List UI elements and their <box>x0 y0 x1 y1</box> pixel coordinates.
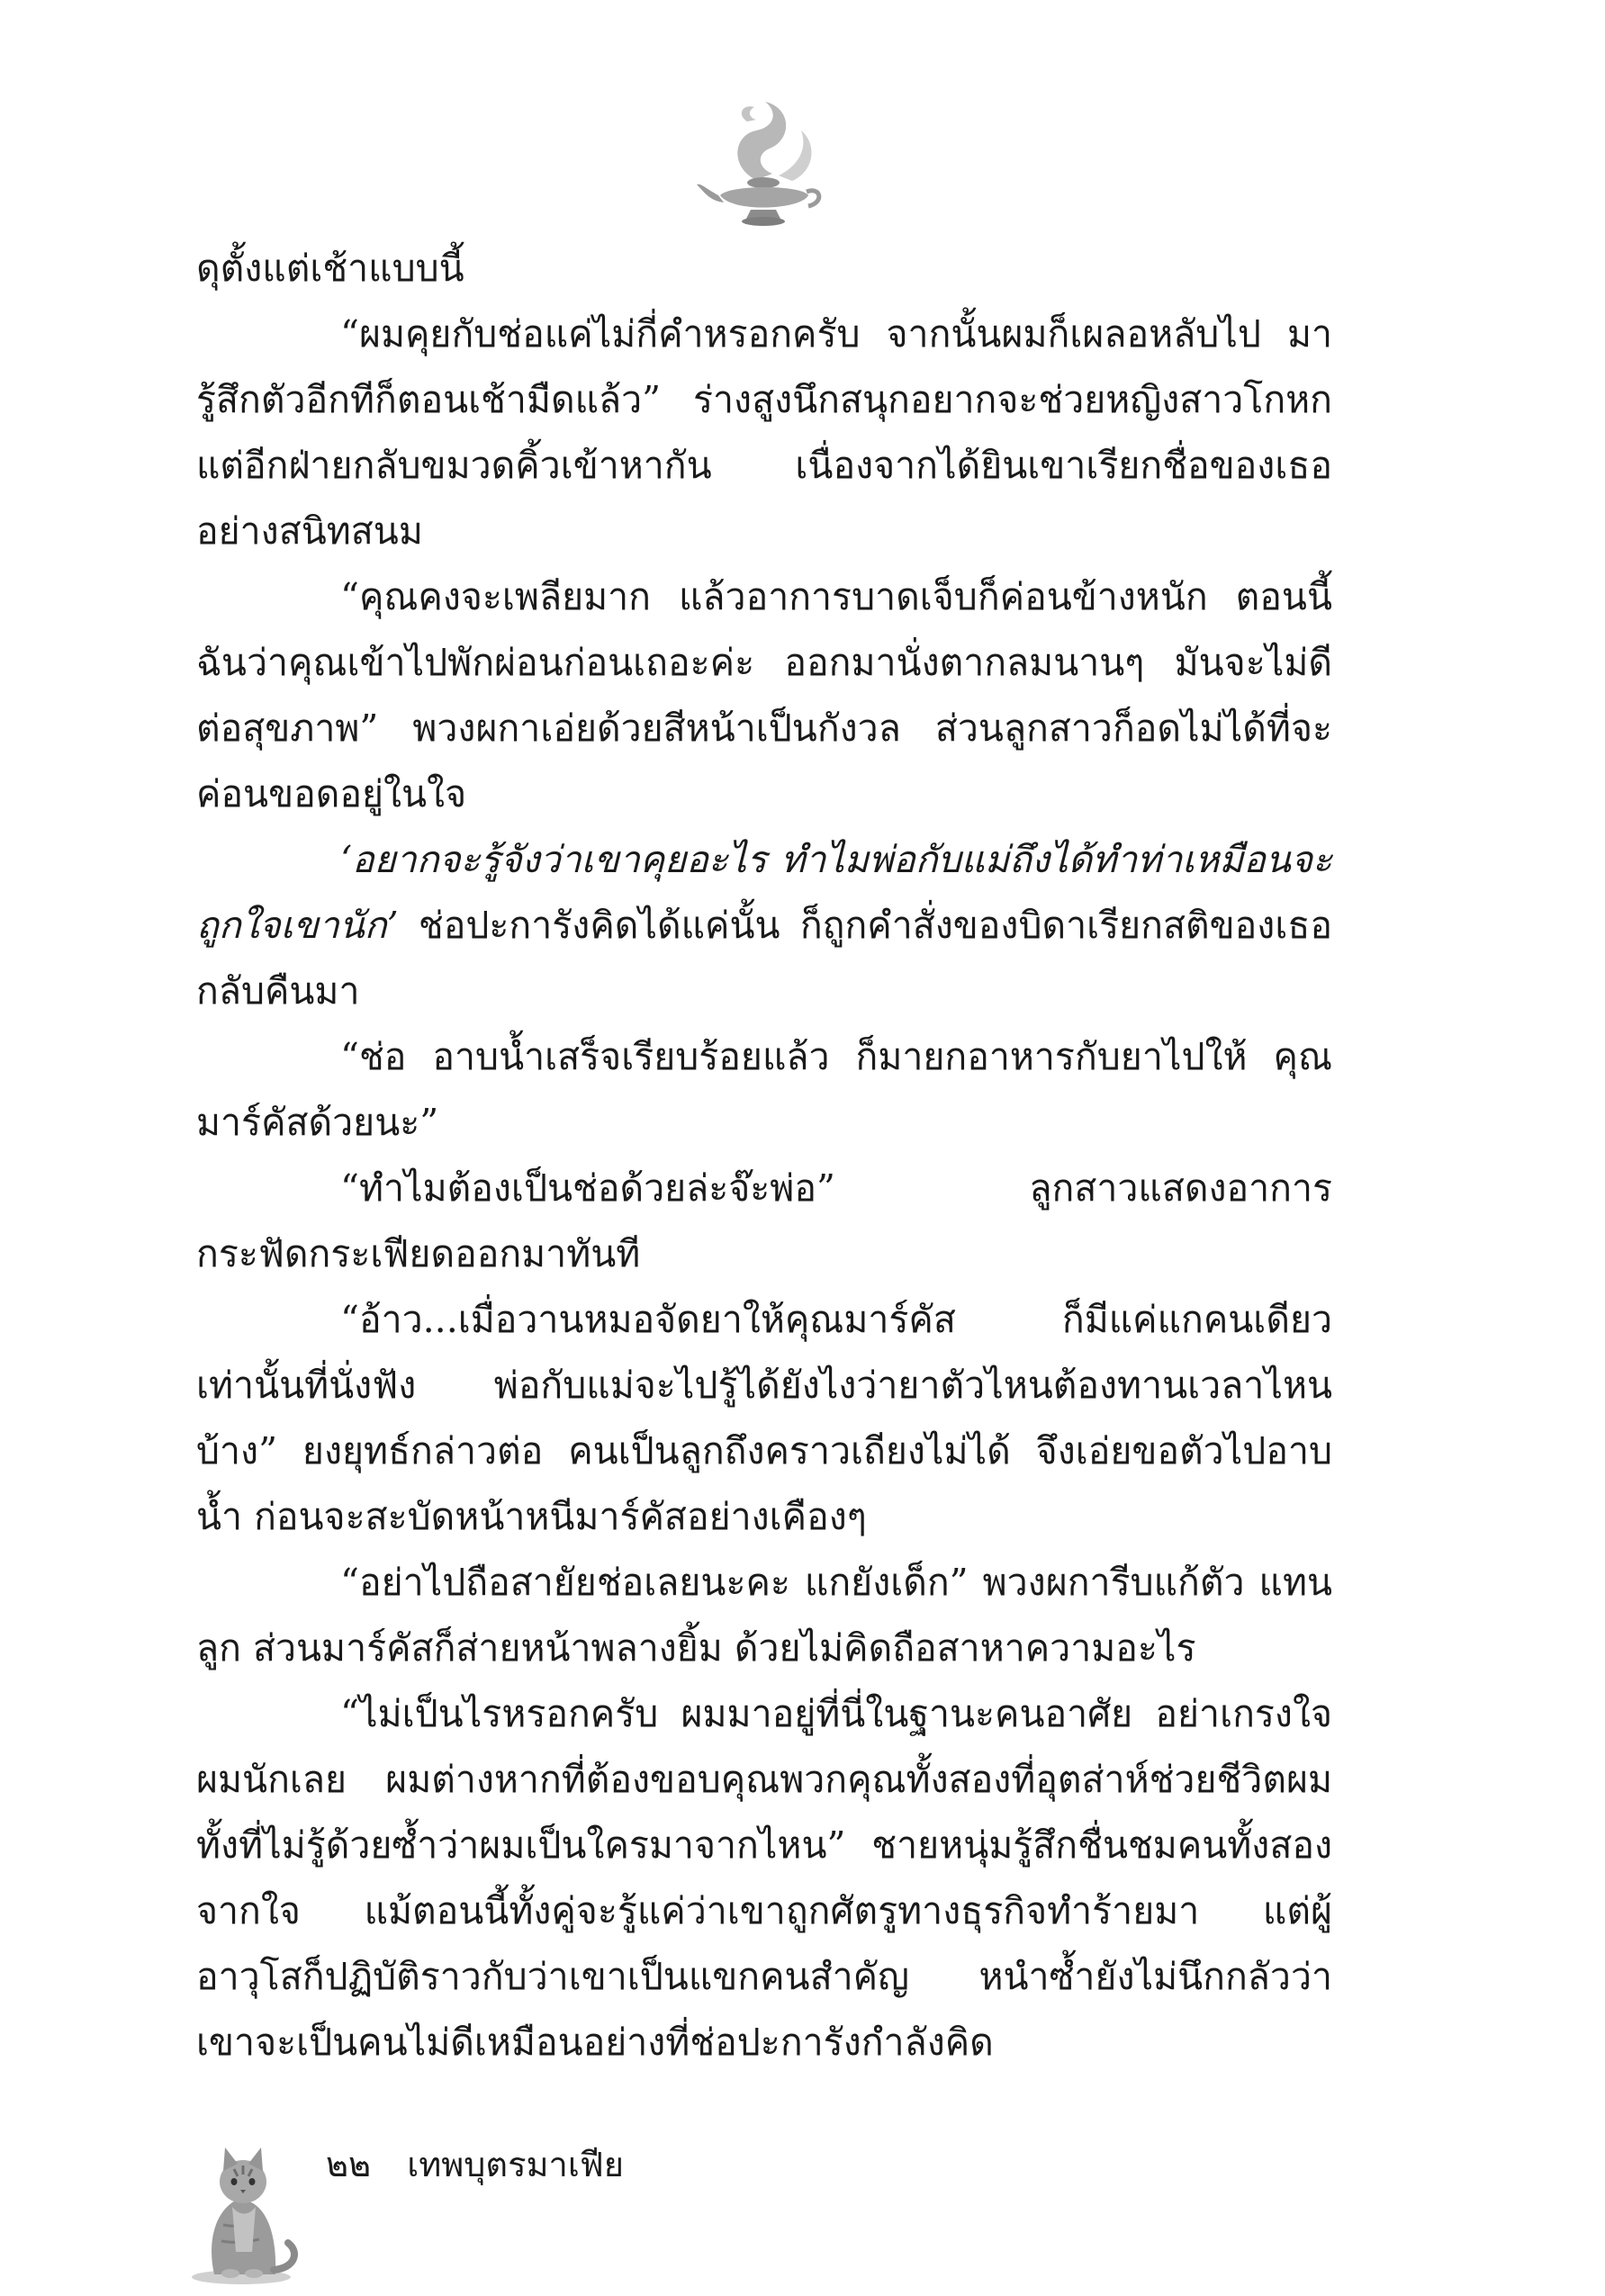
paragraph <box>196 827 1332 1024</box>
paragraph: “ทำไมต้องเป็นช่อด้วยล่ะจ๊ะพ่อ” ลูกสาวแสดงอาการ กระฟัดกระเฟียดออกมาทันที <box>196 1166 1332 1275</box>
paragraph: “ไม่เป็นไรหรอกครับ ผมมาอยู่ที่นี่ในฐานะคนอาศัย อย่าเกรงใจผมนักเลย ผมต่างหากที่ต้องขอบคุณพวกคุณทั้งสองที่อุตส่าห์ช่วยชีวิตผม ทั้งที่ไม่รู้ด้วยซ้ำว่าผมเป็นใครมาจากไหน” ชายหนุ่มรู้สึกชื่นชมคนทั้งสองจากใจ แม้ตอนนี้ทั้งคู่จะรู้แค่ว่าเขาถูกศัตรูทางธุรกิจทำร้ายมา แต่ผู้อาวุโสก็ปฏิบัติราวกับว่าเขาเป็นแขกคนสำคัญ หนำซ้ำยังไม่นึกกลัวว่าเขาจะเป็นคนไม่ดีเหมือนอย่างที่ช่อปะการังกำลังคิด <box>196 1692 1332 2064</box>
paragraph: “คุณคงจะเพลียมาก แล้วอาการบาดเจ็บก็ค่อนข้างหนัก ตอนนี้ ฉันว่าคุณเข้าไปพักผ่อนก่อนเถอะค่ะ ออกมานั่งตากลมนานๆ มันจะไม่ดีต่อสุขภาพ” พวงผกาเอ่ยด้วยสีหน้าเป็นกังวล ส่วนลูกสาวก็อดไม่ได้ที่จะค่อนขอดอยู่ในใจ <box>196 575 1332 815</box>
paragraph: ดุตั้งแต่เช้าแบบนี้ <box>196 247 464 290</box>
paragraph-tail: ช่อปะการังคิดได้แค่นั้น ก็ถูกคำสั่งของบิดาเรียกสติของเธอกลับคืนมา <box>196 904 1332 1013</box>
genie-lamp-icon <box>693 95 828 239</box>
page-footer <box>326 2142 624 2187</box>
cat-icon <box>187 2126 304 2288</box>
inner-thought-italic: ‘อยากจะรู้จังว่าเขาคุยอะไร ทำไมพ่อกับแม่ถึงได้ทำท่าเหมือนจะถูกใจเขานัก’ <box>196 838 1332 947</box>
body-text <box>196 236 1332 2075</box>
paragraph: “อย่าไปถือสายัยช่อเลยนะคะ แกยังเด็ก” พวงผการีบแก้ตัว แทนลูก ส่วนมาร์คัสก็ส่ายหน้าพลางยิ้ม ด้วยไม่คิดถือสาหาความอะไร <box>196 1561 1332 1670</box>
book-title: เทพบุตรมาเฟีย <box>407 2145 625 2184</box>
page-number: ๒๒ <box>326 2145 372 2184</box>
paragraph: “ผมคุยกับช่อแค่ไม่กี่คำหรอกครับ จากนั้นผมก็เผลอหลับไป มารู้สึกตัวอีกทีก็ตอนเช้ามืดแล้ว” ร่างสูงนึกสนุกอยากจะช่วยหญิงสาวโกหก แต่อีกฝ่ายกลับขมวดคิ้วเข้าหากัน เนื่องจากได้ยินเขาเรียกชื่อของเธออย่างสนิทสนม <box>196 312 1332 553</box>
paragraph: “ช่อ อาบน้ำเสร็จเรียบร้อยแล้ว ก็มายกอาหารกับยาไปให้ คุณมาร์คัสด้วยนะ” <box>196 1035 1332 1144</box>
paragraph: “อ้าว...เมื่อวานหมอจัดยาให้คุณมาร์คัส ก็มีแค่แกคนเดียว เท่านั้นที่นั่งฟัง พ่อกับแม่จะไปรู้ได้ยังไงว่ายาตัวไหนต้องทานเวลาไหนบ้าง” ยงยุทธ์กล่าวต่อ คนเป็นลูกถึงคราวเถียงไม่ได้ จึงเอ่ยขอตัวไปอาบน้ำ ก่อนจะสะบัดหน้าหนีมาร์คัสอย่างเคืองๆ <box>196 1298 1332 1538</box>
